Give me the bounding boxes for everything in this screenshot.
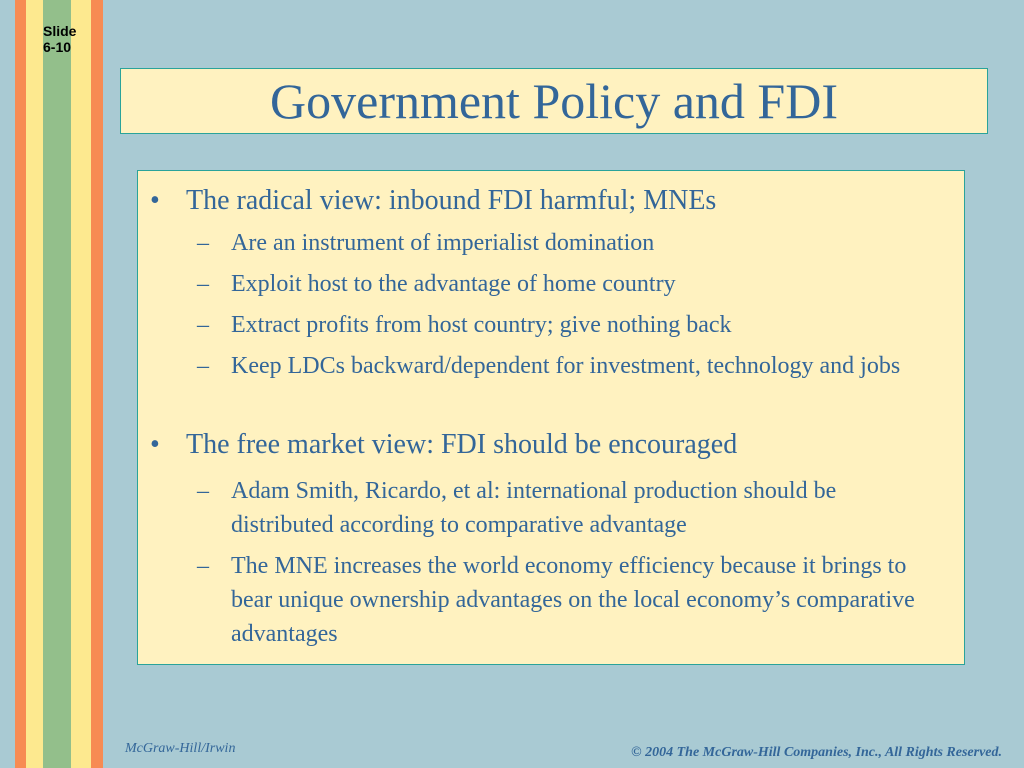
sub-bullet-text: Keep LDCs backward/dependent for investment, technology and jobs bbox=[231, 353, 901, 379]
sub-bullet bbox=[197, 308, 937, 342]
publisher-label: McGraw-Hill/Irwin bbox=[125, 741, 236, 756]
bullet-text: The radical view: inbound FDI harmful; MNEs bbox=[186, 185, 717, 216]
dash-icon: – bbox=[197, 353, 209, 379]
slide-title: Government Policy and FDI bbox=[270, 73, 838, 129]
slide-number-label: Slide bbox=[43, 23, 77, 39]
decorative-stripe-yellow-left bbox=[26, 0, 43, 768]
sub-bullet-text: Adam Smith, Ricardo, et al: international production should be distributed according to comparative advantage bbox=[231, 478, 837, 538]
slide-number-value: 6-10 bbox=[43, 39, 72, 55]
bullet-icon: • bbox=[150, 429, 160, 460]
bullet-icon: • bbox=[150, 185, 160, 216]
dash-icon: – bbox=[197, 271, 209, 297]
sub-bullet bbox=[197, 349, 937, 383]
dash-icon: – bbox=[197, 478, 209, 504]
sub-bullet-text: Extract profits from host country; give nothing back bbox=[231, 312, 732, 338]
content-box bbox=[137, 170, 965, 665]
sub-bullet bbox=[197, 549, 937, 651]
sub-bullet-text: Are an instrument of imperialist domination bbox=[231, 230, 655, 256]
bullet-radical-view bbox=[150, 185, 716, 217]
decorative-stripe-green bbox=[43, 0, 71, 768]
title-box bbox=[120, 68, 988, 134]
dash-icon: – bbox=[197, 230, 209, 256]
decorative-stripe-orange-right bbox=[91, 0, 103, 768]
decorative-stripe-yellow-right bbox=[71, 0, 91, 768]
bullet-text: The free market view: FDI should be encouraged bbox=[186, 429, 738, 460]
dash-icon: – bbox=[197, 312, 209, 338]
dash-icon: – bbox=[197, 553, 209, 579]
sub-bullet-text: The MNE increases the world economy efficiency because it brings to bear unique ownership advantages on the local economy’s comparative advantages bbox=[231, 553, 915, 647]
bullet-free-market-view bbox=[150, 429, 737, 461]
copyright-notice: © 2004 The McGraw-Hill Companies, Inc., All Rights Reserved. bbox=[631, 745, 1002, 760]
slide-number bbox=[43, 23, 76, 55]
sub-bullet bbox=[197, 267, 937, 301]
decorative-stripe-orange-left bbox=[15, 0, 26, 768]
sub-bullet bbox=[197, 226, 937, 260]
sub-bullet-text: Exploit host to the advantage of home country bbox=[231, 271, 676, 297]
sub-bullet bbox=[197, 474, 937, 542]
